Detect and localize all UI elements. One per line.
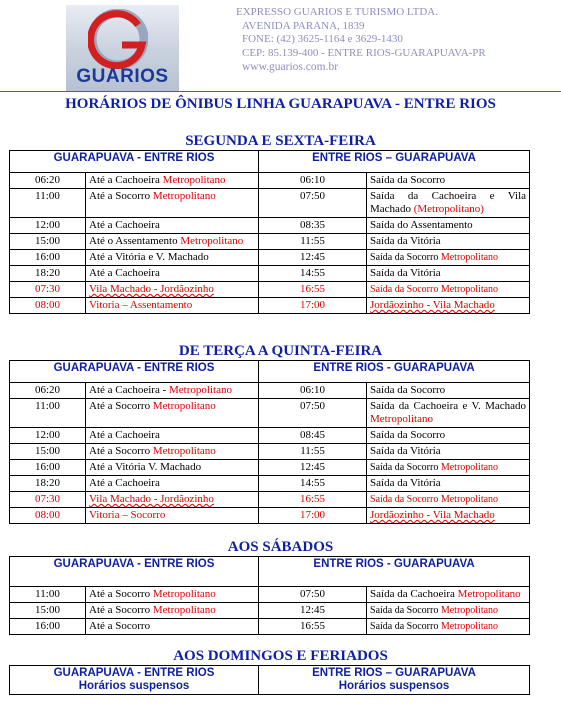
metropolitano-label: Metropolitano xyxy=(440,494,499,505)
sun-left-cell xyxy=(10,666,259,695)
departure-time: 11:55 xyxy=(259,444,367,460)
suspended-note-right: Horários suspensos xyxy=(338,680,450,692)
departure-time: 14:55 xyxy=(259,266,367,282)
route-text: Saída da Vitória xyxy=(370,445,441,457)
route-description xyxy=(367,603,530,619)
route-text: Até a Cachoeira xyxy=(89,267,160,279)
route-text: Até a Socorro xyxy=(89,588,153,600)
col-header-right: ENTRE RIOS - GUARAPUAVA xyxy=(259,361,530,383)
route-description xyxy=(86,587,259,603)
route-description xyxy=(367,383,530,399)
departure-time: 12:45 xyxy=(259,250,367,266)
metropolitano-label: Metropolitano xyxy=(169,384,232,396)
table-row xyxy=(10,508,530,524)
departure-time: 12:00 xyxy=(10,428,86,444)
route-description xyxy=(367,298,530,314)
col-header-right: ENTRE RIOS - GUARAPUAVA xyxy=(259,557,530,587)
table-row xyxy=(10,603,530,619)
metropolitano-label: Metropolitano xyxy=(440,252,499,263)
route-text: Saída da Cachoeira e V. Machado xyxy=(370,400,527,412)
departure-time: 16:00 xyxy=(10,619,86,635)
route-text: Até a Vitória e V. Machado xyxy=(89,251,209,263)
sun-right-cell xyxy=(259,666,530,695)
route-description xyxy=(367,234,530,250)
departure-time: 15:00 xyxy=(10,444,86,460)
departure-time: 15:00 xyxy=(10,234,86,250)
metropolitano-label: Metropolitano xyxy=(370,413,433,425)
table-row xyxy=(10,476,530,492)
route-text: Até a Socorro xyxy=(89,190,153,202)
route-description xyxy=(367,444,530,460)
route-description xyxy=(367,492,530,508)
route-description xyxy=(86,619,259,635)
table-row xyxy=(10,399,530,428)
schedule-table-mon-fri xyxy=(9,150,530,314)
route-description xyxy=(367,508,530,524)
route-text: Até a Cachoeira xyxy=(89,477,160,489)
departure-time: 16:00 xyxy=(10,460,86,476)
guarios-g-logo-icon xyxy=(88,9,148,69)
table-row xyxy=(10,189,530,218)
table-row xyxy=(10,173,530,189)
route-description xyxy=(367,587,530,603)
departure-time: 07:50 xyxy=(259,587,367,603)
company-info xyxy=(236,6,486,75)
schedule-table-tue-thu xyxy=(9,360,530,524)
route-text: Jordãozinho - Vila Machado xyxy=(370,509,495,521)
company-website: www.guarios.com.br xyxy=(242,60,339,73)
table-row xyxy=(10,492,530,508)
company-logo xyxy=(66,5,179,91)
departure-time: 07:30 xyxy=(10,282,86,298)
route-description xyxy=(86,460,259,476)
route-description xyxy=(86,383,259,399)
route-description xyxy=(86,189,259,218)
metropolitano-label: Metropolitano xyxy=(152,190,216,202)
route-description xyxy=(86,508,259,524)
metropolitano-label: Metropolitano xyxy=(440,605,499,616)
table-row xyxy=(10,444,530,460)
route-text: Até a Cachoeira xyxy=(89,429,160,441)
route-text: Saída do Assentamento xyxy=(370,219,473,231)
metropolitano-label: Metropolitano xyxy=(180,235,244,247)
departure-time: 16:00 xyxy=(10,250,86,266)
route-text: Saída da Vitória xyxy=(370,267,441,279)
route-description xyxy=(86,603,259,619)
metropolitano-label: Metropolitano xyxy=(162,174,226,186)
section-title-tue-thu: DE TERÇA A QUINTA-FEIRA xyxy=(178,343,383,359)
route-text: Até a Cachoeira - xyxy=(89,384,170,396)
route-description xyxy=(86,282,259,298)
route-description xyxy=(367,282,530,298)
metropolitano-label: Metropolitano xyxy=(152,445,216,457)
route-description xyxy=(86,476,259,492)
departure-time: 06:10 xyxy=(259,173,367,189)
route-description xyxy=(367,250,530,266)
route-description xyxy=(86,234,259,250)
logo-text: GUARIOS xyxy=(76,66,169,87)
col-header-left: GUARAPUAVA - ENTRE RIOS xyxy=(10,151,259,173)
departure-time: 11:00 xyxy=(10,399,86,428)
section-title-sun: AOS DOMINGOS E FERIADOS xyxy=(173,648,388,664)
route-text: Saída da Socorro xyxy=(370,621,441,632)
table-row xyxy=(10,282,530,298)
departure-time: 06:10 xyxy=(259,383,367,399)
route-description xyxy=(86,218,259,234)
route-text: Até a Socorro xyxy=(89,445,153,457)
route-text: Até a Vitória V. Machado xyxy=(89,461,202,473)
table-row xyxy=(10,298,530,314)
route-text: Vitoria – Socorro xyxy=(89,509,166,521)
route-description xyxy=(367,428,530,444)
departure-time: 06:20 xyxy=(10,173,86,189)
table-row xyxy=(10,383,530,399)
col-header-right: ENTRE RIOS – GUARAPUAVA xyxy=(259,151,530,173)
departure-time: 06:20 xyxy=(10,383,86,399)
metropolitano-label: Metropolitano xyxy=(152,400,216,412)
route-text: Até a Cachoeira xyxy=(89,174,163,186)
metropolitano-label: Metropolitano xyxy=(440,462,499,473)
departure-time: 11:00 xyxy=(10,587,86,603)
col-header-left: GUARAPUAVA - ENTRE RIOS xyxy=(53,667,215,679)
route-text: Saída da Socorro xyxy=(370,284,441,295)
route-description xyxy=(367,619,530,635)
route-text: Saída da Socorro xyxy=(370,384,446,396)
departure-time: 08:35 xyxy=(259,218,367,234)
route-description xyxy=(86,173,259,189)
company-phone: FONE: (42) 3625-1164 e 3629-1430 xyxy=(242,33,403,46)
route-text: Vila Machado - Jordãozinho xyxy=(89,493,214,505)
departure-time: 08:45 xyxy=(259,428,367,444)
route-text: Vila Machado - Jordãozinho xyxy=(89,283,214,295)
departure-time: 07:50 xyxy=(259,189,367,218)
departure-time: 16:55 xyxy=(259,619,367,635)
route-text: Saída da Socorro xyxy=(370,494,441,505)
section-title-mon-fri: SEGUNDA E SEXTA-FEIRA xyxy=(185,133,376,149)
route-text: Saída da Vitória xyxy=(370,235,441,247)
route-description xyxy=(367,476,530,492)
col-header-left: GUARAPUAVA - ENTRE RIOS xyxy=(10,557,259,587)
departure-time: 14:55 xyxy=(259,476,367,492)
col-header-right: ENTRE RIOS – GUARAPUAVA xyxy=(312,667,476,679)
departure-time: 11:55 xyxy=(259,234,367,250)
departure-time: 07:30 xyxy=(10,492,86,508)
schedule-table-sun xyxy=(9,665,530,695)
departure-time: 08:00 xyxy=(10,298,86,314)
route-text: Saída da Socorro xyxy=(370,462,441,473)
suspended-note-left: Horários suspensos xyxy=(78,680,190,692)
route-text: Até a Cachoeira xyxy=(89,219,160,231)
company-cep: CEP: 85.139-400 - ENTRE RIOS-GUARAPUAVA-PR xyxy=(242,47,486,60)
departure-time: 17:00 xyxy=(259,298,367,314)
departure-time: 17:00 xyxy=(259,508,367,524)
table-row xyxy=(10,460,530,476)
table-row xyxy=(10,218,530,234)
departure-time: 18:20 xyxy=(10,266,86,282)
company-name: EXPRESSO GUARIOS E TURISMO LTDA. xyxy=(236,6,439,18)
route-text: Até a Socorro xyxy=(89,604,153,616)
table-row xyxy=(10,266,530,282)
metropolitano-label: Metropolitano xyxy=(440,284,499,295)
table-row xyxy=(10,428,530,444)
page-title: HORÁRIOS DE ÔNIBUS LINHA GUARAPUAVA - ENTRE RIOS xyxy=(65,96,496,112)
table-row xyxy=(10,587,530,603)
route-description xyxy=(86,298,259,314)
route-description xyxy=(367,460,530,476)
departure-time: 12:00 xyxy=(10,218,86,234)
metropolitano-label: (Metropolitano) xyxy=(413,203,484,215)
metropolitano-label: Metropolitano xyxy=(457,588,521,600)
route-description xyxy=(86,266,259,282)
table-row xyxy=(10,250,530,266)
metropolitano-label: Metropolitano xyxy=(152,604,216,616)
route-description xyxy=(367,399,530,428)
departure-time: 11:00 xyxy=(10,189,86,218)
metropolitano-label: Metropolitano xyxy=(152,588,216,600)
route-description xyxy=(367,173,530,189)
col-header-left: GUARAPUAVA - ENTRE RIOS xyxy=(10,361,259,383)
route-text: Saída da Socorro xyxy=(370,252,441,263)
table-row xyxy=(10,234,530,250)
route-text: Saída da Cachoeira xyxy=(370,588,458,600)
metropolitano-label: Metropolitano xyxy=(440,621,499,632)
route-text: Jordãozinho - Vila Machado xyxy=(370,299,495,311)
departure-time: 12:45 xyxy=(259,460,367,476)
route-description xyxy=(86,399,259,428)
route-text: Até a Socorro xyxy=(89,620,151,632)
route-description xyxy=(86,250,259,266)
table-row xyxy=(10,619,530,635)
company-address: AVENIDA PARANA, 1839 xyxy=(242,19,365,32)
route-text: Saída da Socorro xyxy=(370,605,441,616)
route-text: Saída da Vitória xyxy=(370,477,441,489)
route-description xyxy=(86,444,259,460)
departure-time: 08:00 xyxy=(10,508,86,524)
route-text: Saída da Socorro xyxy=(370,429,446,441)
departure-time: 16:55 xyxy=(259,282,367,298)
departure-time: 12:45 xyxy=(259,603,367,619)
route-description xyxy=(86,428,259,444)
route-description xyxy=(367,266,530,282)
route-text: Até a Socorro xyxy=(89,400,153,412)
route-description xyxy=(367,218,530,234)
section-title-sat: AOS SÁBADOS xyxy=(227,539,334,555)
route-description xyxy=(86,492,259,508)
route-text: Saída da Socorro xyxy=(370,174,446,186)
route-text: Saída da Cachoeira e Vila Machado xyxy=(370,190,527,215)
departure-time: 07:50 xyxy=(259,399,367,428)
departure-time: 18:20 xyxy=(10,476,86,492)
departure-time: 16:55 xyxy=(259,492,367,508)
header-divider xyxy=(0,91,561,92)
route-text: Vitoria – Assentamento xyxy=(89,299,193,311)
route-description xyxy=(367,189,530,218)
schedule-table-sat xyxy=(9,556,530,635)
departure-time: 15:00 xyxy=(10,603,86,619)
route-text: Até o Assentamento xyxy=(89,235,181,247)
